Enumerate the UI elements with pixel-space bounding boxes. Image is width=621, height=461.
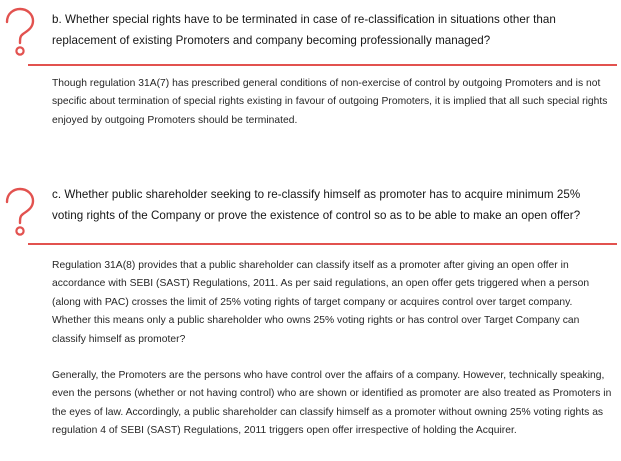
answer-text: [52, 75, 612, 130]
answer-text: [52, 257, 612, 441]
answer-paragraph: Generally, the Promoters are the persons who have control over the affairs of a company. However, technically speaking, even the persons (whether or not having control) who are shown or identified as promoter are also treated as Promoters in the eyes of law. Accordingly, a public shareholder can classify himself as a promoter without owning 25% voting rights as regulation 4 of SEBI (SAST) Regulations, 2011 triggers open offer irrespective of holding the Acquirer.: [52, 370, 612, 437]
answer-paragraph: Though regulation 31A(7) has prescribed general conditions of non-exercise of control by outgoing Promoters and is not specific about termination of special rights existing in favour of outgoing Promoters, it is implied that all such special rights enjoyed by outgoing Promoters should be terminated.: [52, 78, 608, 126]
answer-paragraph: Regulation 31A(8) provides that a public shareholder can classify itself as a promoter after giving an open offer in accordance with SEBI (SAST) Regulations, 2011. As per said regulations, an open offer gets triggered when a person (along with PAC) crosses the limit of 25% voting rights of target company or acquires control over target company. Whether this means only a public shareholder who owns 25% voting rights or has control over Target Company can classify himself as promoter?: [52, 260, 590, 345]
question-mark-icon: [2, 186, 38, 240]
divider: [28, 243, 617, 245]
question-mark-icon: [2, 6, 38, 60]
question-text: b. Whether special rights have to be terminated in case of re-classification in situations other than replacement of existing Promoters and company becoming professionally managed?: [52, 13, 556, 47]
question-text: c. Whether public shareholder seeking to re-classify himself as promoter has to acquire minimum 25% voting rights of the Company or prove the existence of control so as to be able to make an open offer?: [52, 188, 581, 222]
divider: [28, 64, 617, 66]
